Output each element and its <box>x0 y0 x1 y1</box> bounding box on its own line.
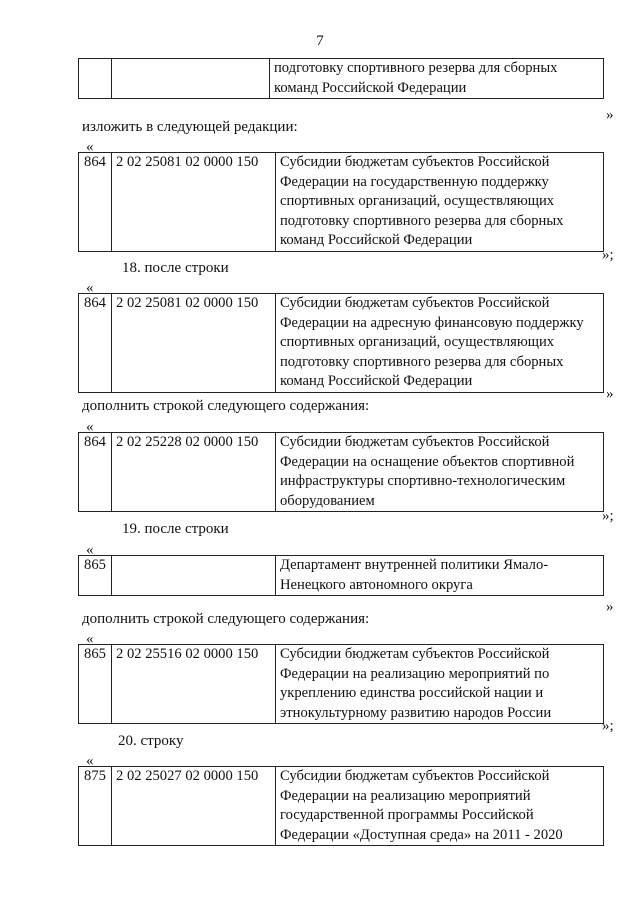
description-line: государственной программы Российской <box>280 807 534 823</box>
item-19-heading: 19. после строки <box>122 521 229 537</box>
description-line: этнокультурному развитию народов России <box>280 704 552 721</box>
description-line: команд Российской Федерации <box>274 79 467 96</box>
row-description-cell <box>276 153 604 252</box>
description-line: укреплению единства российской нации и <box>280 685 544 701</box>
closing-quote-semicolon: »; <box>602 508 614 524</box>
opening-quote: « <box>86 631 94 647</box>
budget-table-row <box>78 555 604 596</box>
row-number-cell <box>79 59 112 99</box>
paragraph-restate: изложить в следующей редакции: <box>82 119 298 135</box>
description-line: команд Российской Федерации <box>280 373 473 389</box>
row-number-cell: 865 <box>79 645 112 724</box>
description-line: Ненецкого автономного округа <box>280 576 473 593</box>
row-number-cell: 865 <box>79 556 112 596</box>
row-code-cell: 2 02 25228 02 0000 150 <box>112 433 276 512</box>
closing-quote-semicolon: »; <box>602 247 614 263</box>
description-line: спортивных организаций, осуществляющих <box>280 334 555 350</box>
opening-quote: « <box>86 419 94 435</box>
description-line: Федерации на адресную финансовую поддержку <box>280 314 584 331</box>
row-number-cell: 864 <box>79 153 112 252</box>
description-line: Федерации на государственную поддержку <box>280 173 549 190</box>
closing-quote: » <box>606 386 614 402</box>
description-line: оборудованием <box>280 492 375 509</box>
description-line: инфраструктуры спортивно-технологическим <box>280 473 566 489</box>
opening-quote: « <box>86 542 94 558</box>
description-line: Федерации на оснащение объектов спортивной <box>280 453 575 470</box>
description-line: Субсидии бюджетам субъектов Российской <box>280 154 550 170</box>
closing-quote: » <box>606 599 614 615</box>
row-number-cell: 864 <box>79 433 112 512</box>
description-line: команд Российской Федерации <box>280 232 473 248</box>
description-line: Федерации «Доступная среда» на 2011 - 2020 <box>280 826 563 843</box>
description-line: Субсидии бюджетам субъектов Российской <box>280 434 550 450</box>
description-line: Федерации на реализацию мероприятий по <box>280 665 550 682</box>
budget-table-row <box>78 293 604 393</box>
description-line: Субсидии бюджетам субъектов Российской <box>280 295 550 311</box>
opening-quote: « <box>86 280 94 296</box>
budget-table-row <box>78 152 604 252</box>
description-line: подготовку спортивного резерва для сборных <box>274 60 558 76</box>
row-description-cell <box>276 294 604 393</box>
item-20-heading: 20. строку <box>118 733 184 749</box>
row-description-cell <box>276 433 604 512</box>
closing-quote: » <box>606 107 614 123</box>
opening-quote: « <box>86 139 94 155</box>
row-number-cell: 875 <box>79 767 112 846</box>
row-code-cell: 2 02 25027 02 0000 150 <box>112 767 276 846</box>
row-code-cell: 2 02 25516 02 0000 150 <box>112 645 276 724</box>
budget-table-row <box>78 432 604 512</box>
row-code-cell <box>112 59 270 99</box>
closing-quote-semicolon: »; <box>602 718 614 734</box>
row-code-cell: 2 02 25081 02 0000 150 <box>112 153 276 252</box>
row-description-cell <box>270 59 604 99</box>
row-description-cell <box>276 645 604 724</box>
description-line: подготовку спортивного резерва для сборных <box>280 212 564 229</box>
row-description-cell <box>276 767 604 846</box>
opening-quote: « <box>86 753 94 769</box>
row-code-cell: 2 02 25081 02 0000 150 <box>112 294 276 393</box>
item-18-heading: 18. после строки <box>122 260 229 276</box>
budget-table-row <box>78 644 604 724</box>
description-line: Субсидии бюджетам субъектов Российской <box>280 646 550 662</box>
row-number-cell: 864 <box>79 294 112 393</box>
page-number: 7 <box>316 33 324 49</box>
row-description-cell <box>276 556 604 596</box>
paragraph-add-row: дополнить строкой следующего содержания: <box>82 611 370 627</box>
budget-table-row <box>78 766 604 846</box>
description-line: Субсидии бюджетам субъектов Российской <box>280 768 550 784</box>
row-code-cell <box>112 556 276 596</box>
description-line: Департамент внутренней политики Ямало- <box>280 557 549 573</box>
description-line: Федерации на реализацию мероприятий <box>280 787 531 804</box>
budget-table-row-top <box>78 58 604 99</box>
description-line: подготовку спортивного резерва для сборных <box>280 353 564 370</box>
paragraph-add-row: дополнить строкой следующего содержания: <box>82 398 370 414</box>
description-line: спортивных организаций, осуществляющих <box>280 193 555 209</box>
